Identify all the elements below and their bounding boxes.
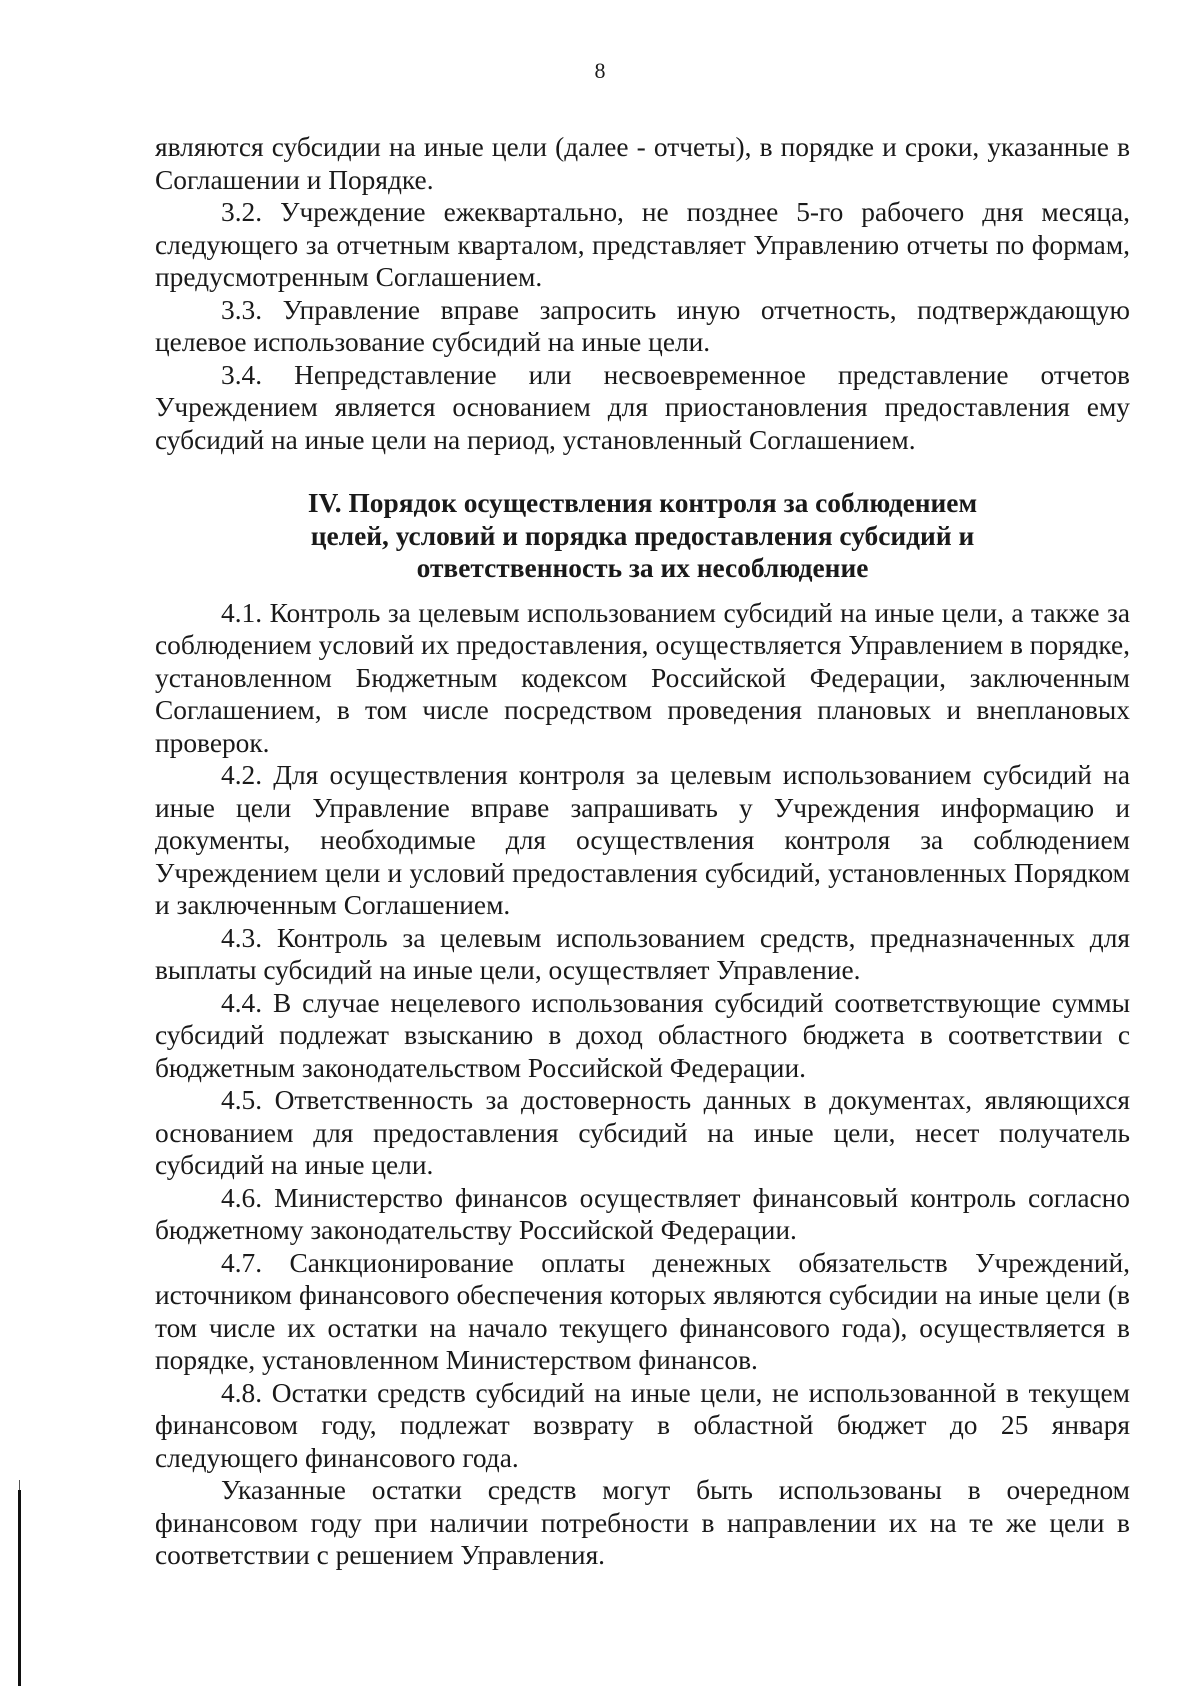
- section-heading-line-1: IV. Порядок осуществления контроля за соблюдением: [307, 488, 978, 518]
- scan-margin-mark-top: [19, 1480, 20, 1490]
- paragraph-4-1: 4.1. Контроль за целевым использованием субсидий на иные цели, а также за соблюдением условий их предоставления, осуществляется Управлением в порядке, установленном Бюджетным кодексом Российской Федерации, заключенным Соглашением, в том числе посредством проведения плановых и внеплановых проверок.: [155, 597, 1130, 758]
- paragraph-4-6: 4.6. Министерство финансов осуществляет финансовый контроль согласно бюджетному законодательству Российской Федерации.: [155, 1182, 1130, 1245]
- paragraph-4-3: 4.3. Контроль за целевым использованием средств, предназначенных для выплаты субсидий на иные цели, осуществляет Управление.: [155, 922, 1130, 985]
- paragraph-4-7: 4.7. Санкционирование оплаты денежных обязательств Учреждений, источником финансового обеспечения которых являются субсидии на иные цели (в том числе их остатки на начало текущего финансового года), осуществляется в порядке, установленном Министерством финансов.: [155, 1247, 1130, 1375]
- section-3-paragraphs: [155, 131, 1130, 456]
- section-heading-line-3: ответственность за их несоблюдение: [416, 553, 869, 583]
- scan-margin-mark: [18, 1490, 21, 1686]
- paragraph-4-8: 4.8. Остатки средств субсидий на иные цели, не использованной в текущем финансовом году, подлежат возврату в областной бюджет до 25 января следующего финансового года.: [155, 1377, 1130, 1473]
- page-number: 8: [594, 58, 606, 83]
- paragraph-4-4: 4.4. В случае нецелевого использования субсидий соответствующие суммы субсидий подлежат взысканию в доход областного бюджета в соответствии с бюджетным законодательством Российской Федерации.: [155, 987, 1130, 1083]
- document-body: [155, 131, 1130, 1572]
- paragraph-4-5: 4.5. Ответственность за достоверность данных в документах, являющихся основанием для предоставления субсидий на иные цели, несет получатель субсидий на иные цели.: [155, 1085, 1130, 1180]
- section-4-paragraphs: [155, 597, 1130, 1572]
- section-heading: [155, 487, 1130, 585]
- paragraph-3-1-continuation: являются субсидии на иные цели (далее - отчеты), в порядке и сроки, указанные в Соглашении и Порядке.: [155, 132, 1130, 195]
- section-heading-line-2: целей, условий и порядка предоставления субсидий и: [310, 520, 975, 551]
- paragraph-3-2: 3.2. Учреждение ежеквартально, не позднее 5-го рабочего дня месяца, следующего за отчетным кварталом, представляет Управлению отчеты по формам, предусмотренным Соглашением.: [155, 197, 1130, 292]
- paragraph-4-8-remainder: Указанные остатки средств могут быть использованы в очередном финансовом году при наличии потребности в направлении их на те же цели в соответствии с решением Управления.: [155, 1475, 1130, 1570]
- paragraph-4-2: 4.2. Для осуществления контроля за целевым использованием субсидий на иные цели Управление вправе запрашивать у Учреждения информацию и документы, необходимые для осуществления контроля за соблюдением Учреждением цели и условий предоставления субсидий, установленных Порядком и заключенным Соглашением.: [155, 760, 1130, 920]
- paragraph-3-3: 3.3. Управление вправе запросить иную отчетность, подтверждающую целевое использование субсидий на иные цели.: [155, 294, 1130, 357]
- paragraph-3-4: 3.4. Непредставление или несвоевременное представление отчетов Учреждением является основанием для приостановления предоставления ему субсидий на иные цели на период, установленный Соглашением.: [155, 359, 1130, 455]
